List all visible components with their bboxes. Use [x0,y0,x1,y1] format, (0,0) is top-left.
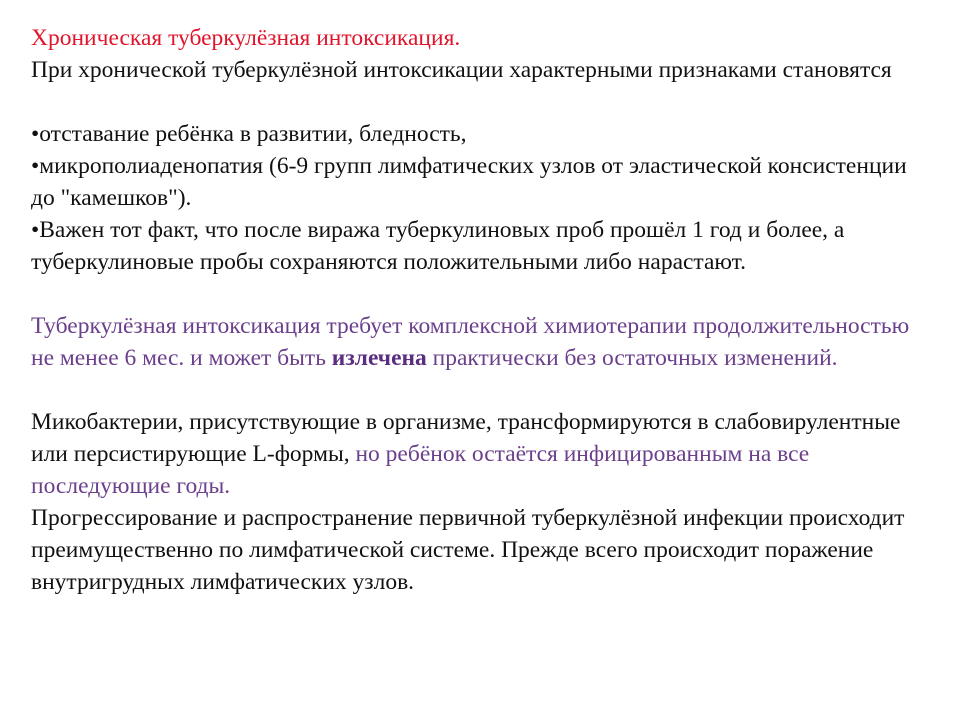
mycobacteria-paragraph [31,406,936,502]
slide-text-block [31,22,936,598]
therapy-text: Туберкулёзная интоксикация требует комплексной химиотерапии продолжительностью не менее 6 мес. и может быть [31,313,910,371]
therapy-text-end: практически без остаточных изменений. [426,345,838,371]
therapy-paragraph [31,310,936,374]
bullet-item [31,214,936,278]
mycobacteria-text: Микобактерии, присутствующие в организме, трансформируются в слабовирулентные или персистирующие L-формы, [31,409,901,467]
intro-paragraph: При хронической туберкулёзной интоксикации характерными признаками становятся [31,57,892,83]
bullet-text: микрополиаденопатия (6-9 групп лимфатических узлов от эластической консистенции до "камешков"). [31,153,907,211]
mycobacteria-highlight: но ребёнок остаётся инфицированным на все последующие годы. [31,441,810,499]
therapy-emphasis: излечена [331,345,427,371]
slide-title: Хроническая туберкулёзная интоксикация. [31,25,461,51]
bullet-item [31,118,936,150]
progression-paragraph: Прогрессирование и распространение первичной туберкулёзной инфекции происходит преимущественно по лимфатической системе. Прежде всего происходит поражение внутригрудных лимфатических узлов. [31,505,905,595]
spacer [31,278,936,310]
bullet-text: отставание ребёнка в развитии, бледность, [39,121,467,147]
bullet-item [31,150,936,214]
spacer [31,86,936,118]
spacer [31,374,936,406]
bullet-text: Важен тот факт, что после виража туберкулиновых проб прошёл 1 год и более, а туберкулиновые пробы сохраняются положительными либо нарастают. [31,217,845,275]
